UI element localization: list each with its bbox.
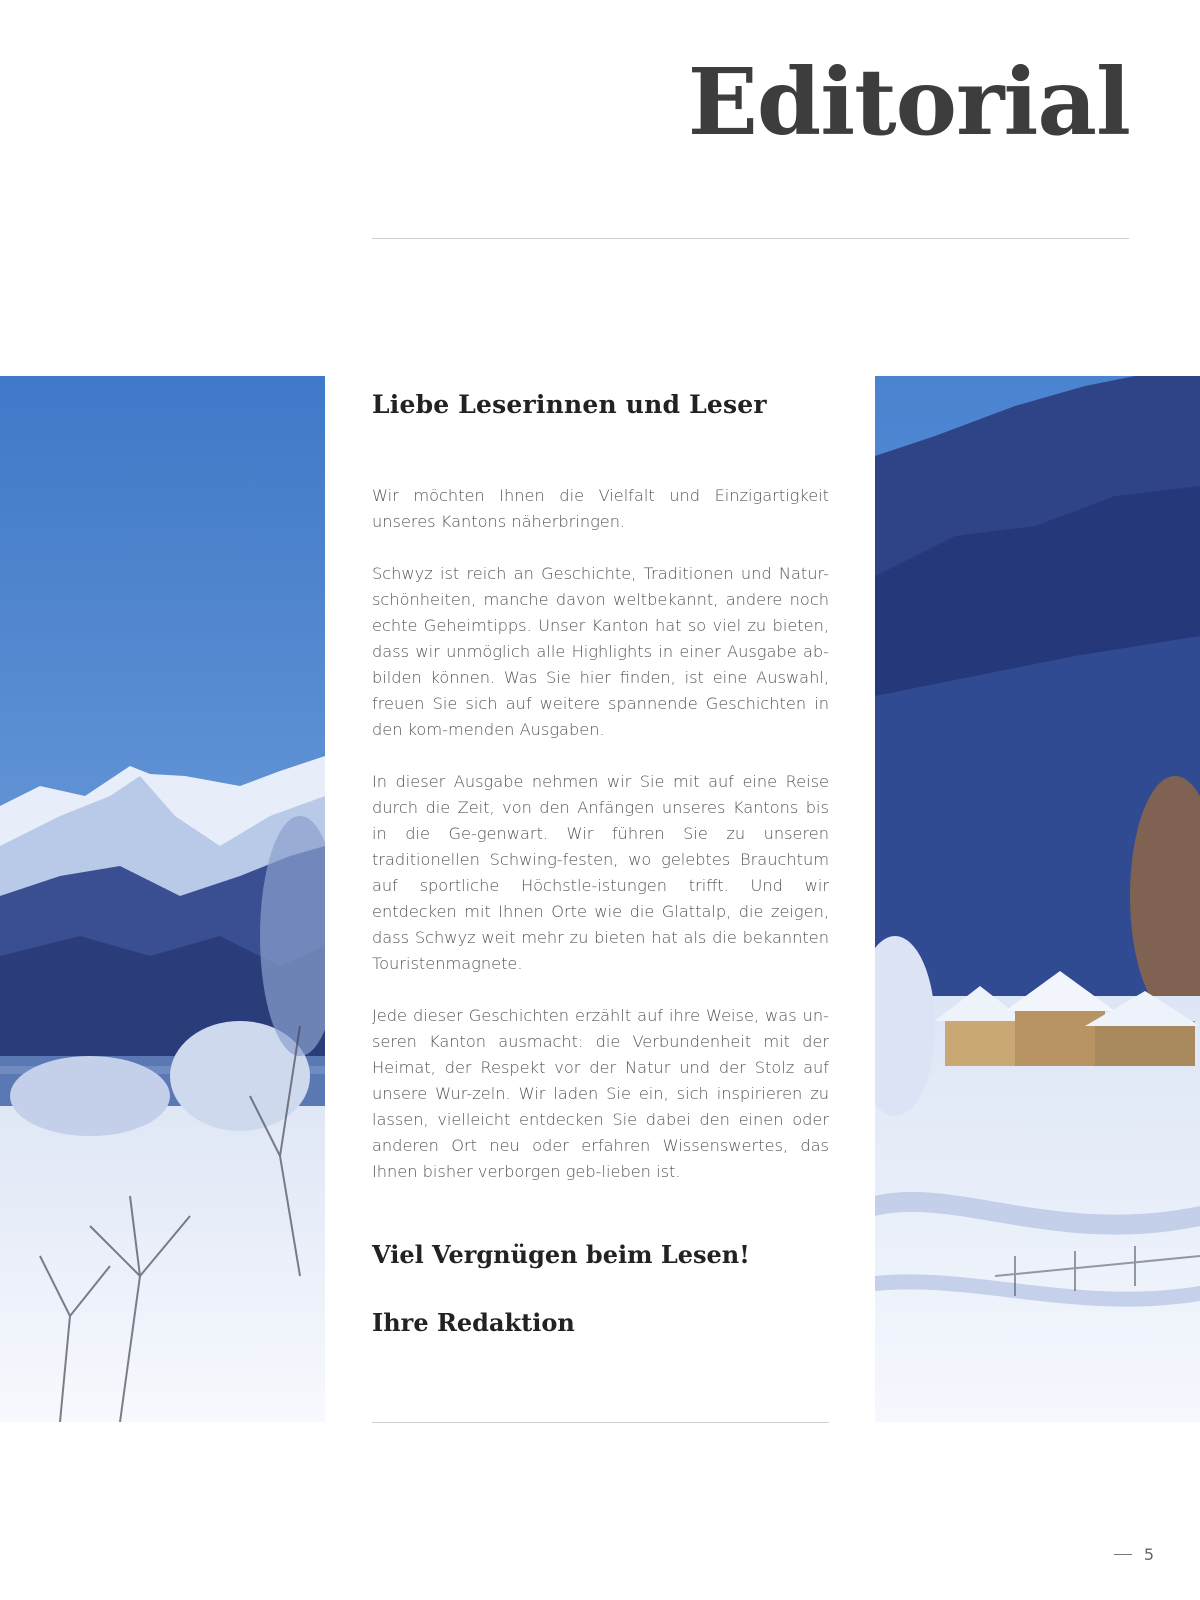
editorial-content <box>372 390 829 1337</box>
winter-lake-illustration <box>0 376 325 1422</box>
page-number <box>1114 1545 1154 1564</box>
page-number-value: 5 <box>1143 1545 1154 1564</box>
paragraph: In dieser Ausgabe nehmen wir Sie mit auf eine Reise durch die Zeit, von den Anfängen unseres Kantons bis in die Ge-genwart. Wir führen Sie zu unseren traditionellen Schwing-festen, wo gelebtes Brauchtum auf sportliche Höchstle-istungen trifft. Und wir entdecken mit Ihnen Orte wie die Glattalp, die zeigen, dass Schwyz weit mehr zu bieten hat als die bekannten Touristenmagnete. <box>372 772 829 973</box>
top-divider <box>372 238 1129 239</box>
photo-snowy-village <box>875 376 1200 1422</box>
page-number-dash <box>1114 1554 1132 1555</box>
signature: Ihre Redaktion <box>372 1308 575 1337</box>
paragraph: Schwyz ist reich an Geschichte, Traditionen und Natur-schönheiten, manche davon weltbekannt, andere noch echte Geheimtipps. Unser Kanton hat so viel zu bieten, dass wir unmöglich alle Highlights in einer Ausgabe ab-bilden können. Was Sie hier finden, ist eine Auswahl, freuen Sie sich auf weitere spannende Geschichten in den kom-menden Ausgaben. <box>372 564 829 739</box>
editorial-body <box>372 483 829 1185</box>
paragraph: Jede dieser Geschichten erzählt auf ihre Weise, was un-seren Kanton ausmacht: die Verbundenheit mit der Heimat, der Respekt vor der Natur und der Stolz auf unsere Wur-zeln. Wir laden Sie ein, sich inspirieren zu lassen, vielleicht entdecken Sie dabei den einen oder anderen Ort neu oder erfahren Wissenswertes, das Ihnen bisher verborgen geb-lieben ist. <box>372 1006 829 1181</box>
closing-line: Viel Vergnügen beim Lesen! <box>372 1240 750 1269</box>
greeting-heading: Liebe Leserinnen und Leser <box>372 390 767 419</box>
page-title: Editorial <box>687 48 1130 156</box>
bottom-divider <box>372 1422 829 1423</box>
paragraph: Wir möchten Ihnen die Vielfalt und Einzigartigkeit unseres Kantons näherbringen. <box>372 486 829 531</box>
winter-village-illustration <box>875 376 1200 1422</box>
photo-lake-mountains <box>0 376 325 1422</box>
